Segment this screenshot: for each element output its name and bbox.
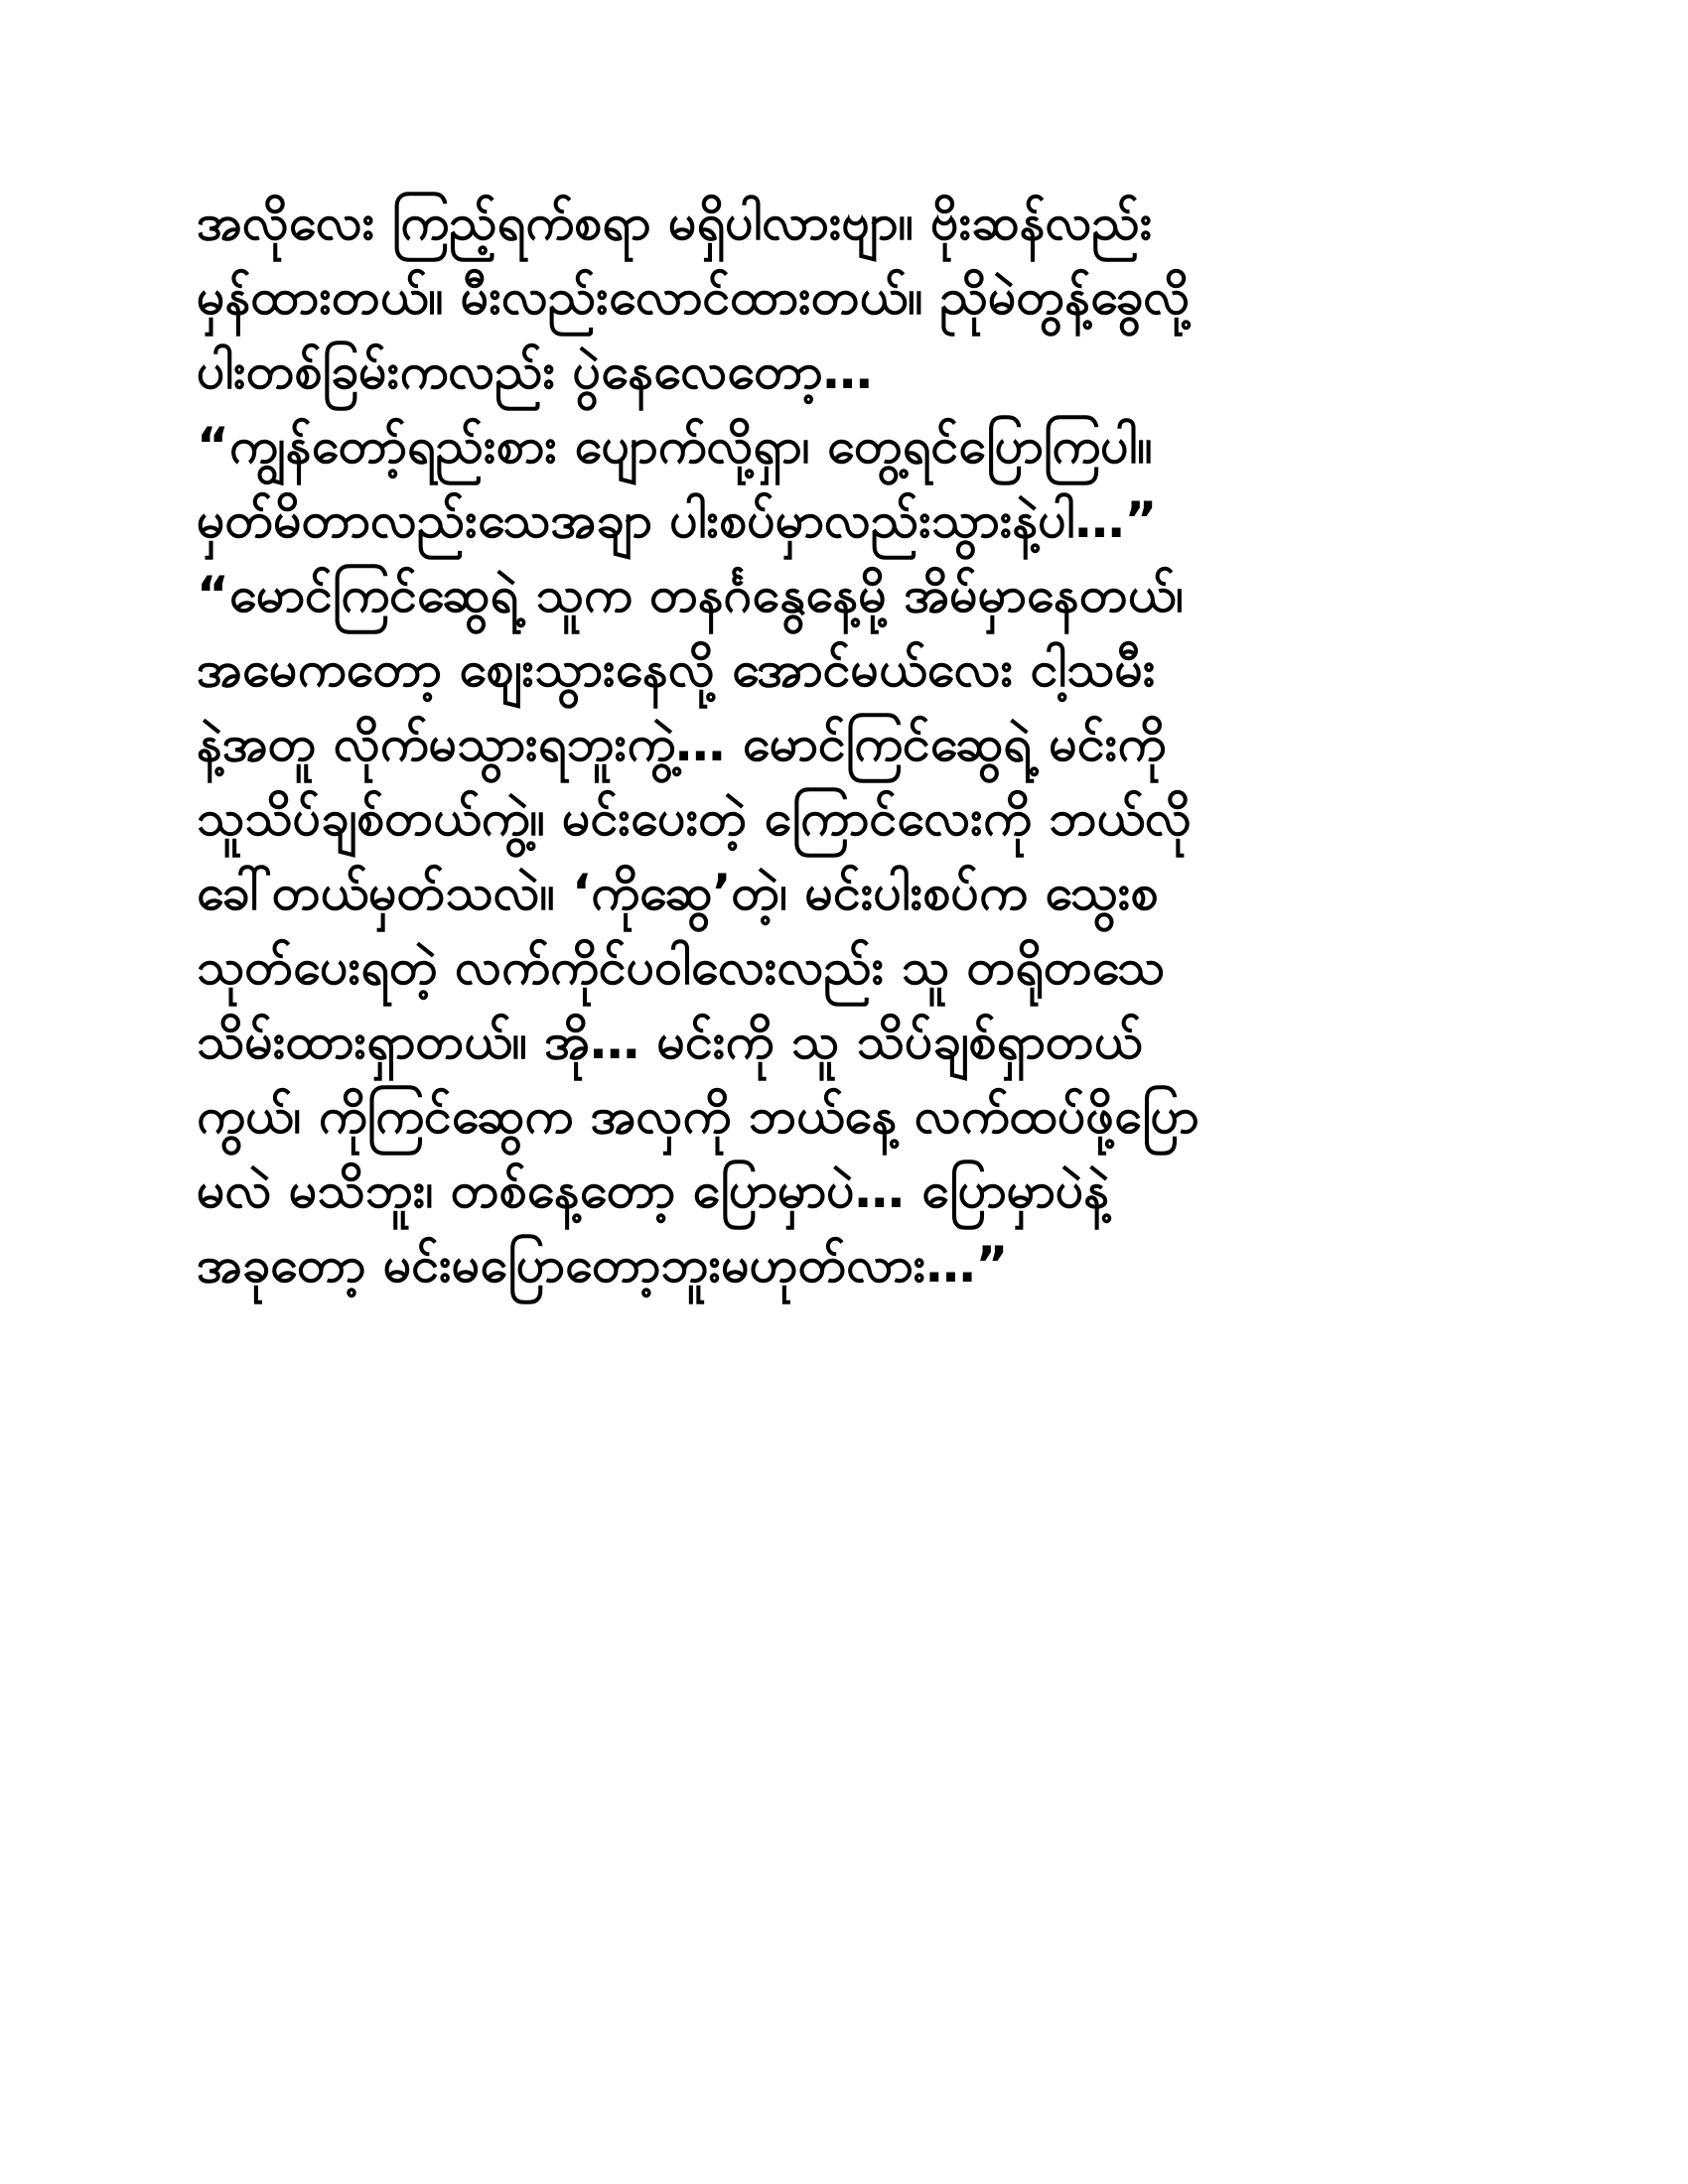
text-line: မှတ်မိတာလည်းသေအချာ ပါးစပ်မှာလည်းသွားနဲ့ပါ…” <box>197 491 1158 549</box>
text-body <box>197 195 1497 1311</box>
text-line: “ကျွန်တော့်ရည်းစား ပျောက်လို့ရှာ၊ တွေ့ရင်ပြောကြပါ။ <box>197 417 1153 475</box>
paragraph-2 <box>197 418 1497 567</box>
paragraph-1 <box>197 195 1497 418</box>
text-line: မလဲ မသိဘူး၊ တစ်နေ့တော့ ပြောမှာပဲ… ပြောမှာပဲနဲ့ <box>197 1161 1110 1219</box>
text-line: သုတ်ပေးရတဲ့ လက်ကိုင်ပဝါလေးလည်း သူ တရိုတသေ <box>197 938 1166 996</box>
text-line: မှန်ထားတယ်။ မီးလည်းလောင်ထားတယ်။ ညိုမဲတွန့်ခွေလို့ <box>197 268 1191 326</box>
text-line: ပါးတစ်ခြမ်းကလည်း ပွဲနေလေတော့… <box>197 342 873 400</box>
text-line: “မောင်ကြင်ဆွေရဲ့ သူက တနင်္ဂနွေနေ့မို့ အိမ်မှာနေတယ်၊ <box>197 566 1185 623</box>
text-line: သူသိပ်ချစ်တယ်ကွဲ့။ မင်းပေးတဲ့ ကြောင်လေးကို ဘယ်လို <box>197 789 1192 847</box>
text-line: ခေါ်တယ်မှတ်သလဲ။ ‘ကိုဆွေ’တဲ့၊ မင်းပါးစပ်က သွေးစ <box>197 864 1159 921</box>
text-line: ကွယ်၊ ကိုကြင်ဆွေက အလှကို ဘယ်နေ့ လက်ထပ်ဖို့ပြော <box>197 1087 1199 1145</box>
text-line: သိမ်းထားရှာတယ်။ အို… မင်းကို သူ သိပ်ချစ်ရှာတယ် <box>197 1013 1143 1070</box>
text-line: အမေကတော့ စျေးသွားနေလို့ အောင်မယ်လေး ငါ့သမီး <box>197 640 1156 698</box>
paragraph-3 <box>197 567 1497 1311</box>
text-line: နဲ့အတူ လိုက်မသွားရဘူးကွဲ့… မောင်ကြင်ဆွေရဲ့ မင်းကို <box>197 715 1167 772</box>
text-line: အခုတော့ မင်းမပြောတော့ဘူးမဟုတ်လား…” <box>197 1236 1009 1294</box>
text-line: အလိုလေး ကြည့်ရက်စရာ မရှိပါလားဗျာ။ ဗိုးဆန်လည်း <box>197 194 1153 251</box>
